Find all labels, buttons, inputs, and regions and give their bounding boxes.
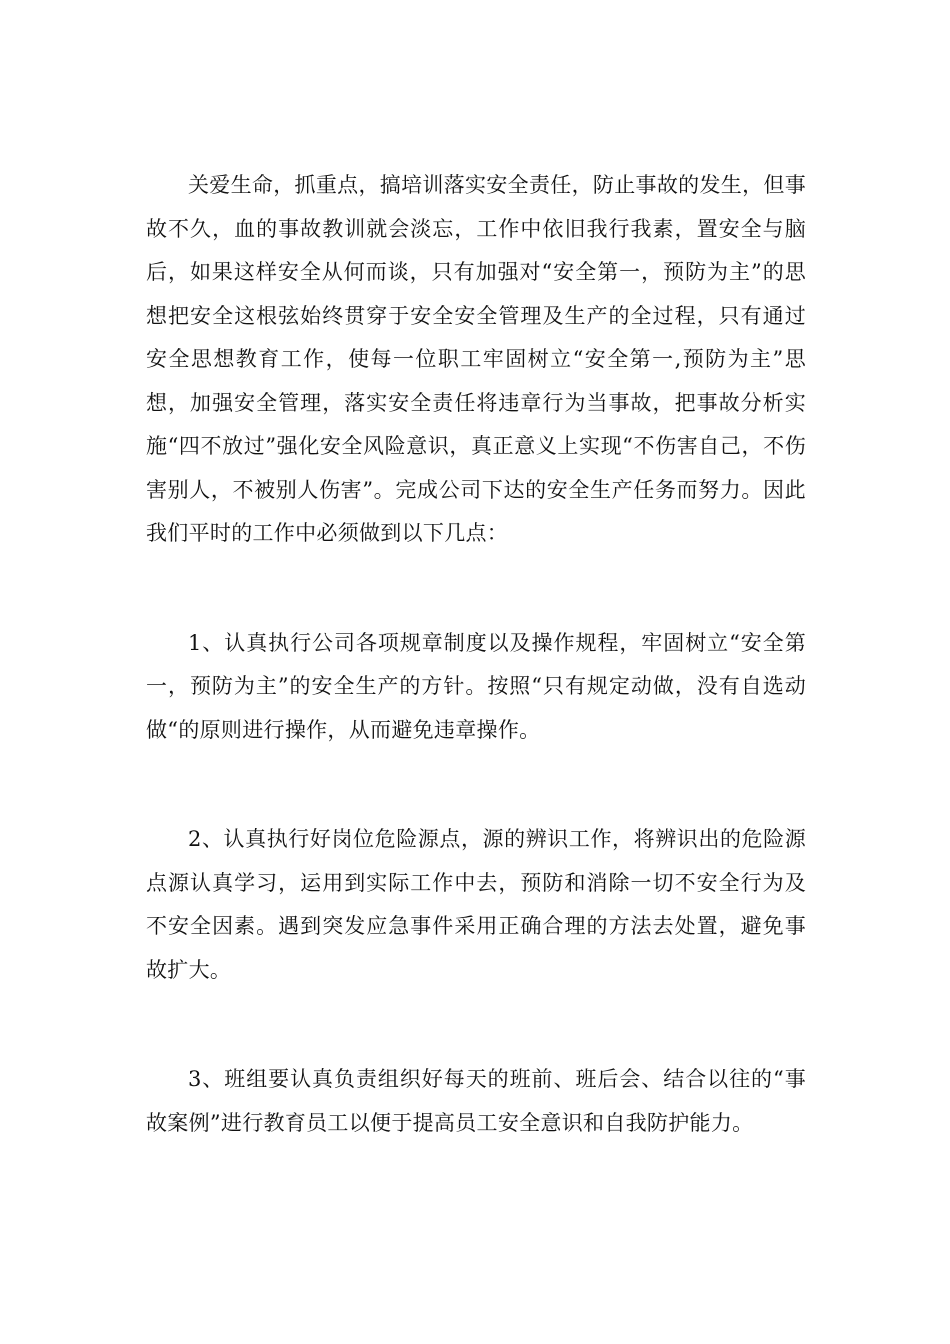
point-3-paragraph: 3、班组要认真负责组织好每天的班前、班后会、结合以往的“事故案例”进行教育员工以便于提高员工安全意识和自我防护能力。 [146,1067,806,1135]
point-1-paragraph: 1、认真执行公司各项规章制度以及操作规程，牢固树立“安全第一，预防为主”的安全生产的方针。按照“只有规定动做，没有自选动做“的原则进行操作，从而避免违章操作。 [146,630,806,742]
paragraph-spacer [146,752,806,818]
point-2-paragraph: 2、认真执行好岗位危险源点，源的辨识工作，将辨识出的危险源点源认真学习，运用到实际工作中去，预防和消除一切不安全行为及不安全因素。遇到突发应急事件采用正确合理的方法去处置，避免事故扩大。 [146,827,806,982]
paragraph-spacer [146,556,806,622]
intro-paragraph: 关爱生命，抓重点，搞培训落实安全责任，防止事故的发生，但事故不久，血的事故教训就会淡忘，工作中依旧我行我素，置安全与脑后，如果这样安全从何而谈，只有加强对“安全第一，预防为主”的思想把安全这根弦始终贯穿于安全安全管理及生产的全过程，只有通过安全思想教育工作，使每一位职工牢固树立“安全第一,预防为主”思想，加强安全管理，落实安全责任将违章行为当事故，把事故分析实施“四不放过”强化安全风险意识，真正意义上实现“不伤害自己，不伤害别人，不被别人伤害”。完成公司下达的安全生产任务而努力。因此我们平时的工作中必须做到以下几点： [146,173,806,545]
document-body [146,164,806,1145]
paragraph-spacer [146,992,806,1058]
